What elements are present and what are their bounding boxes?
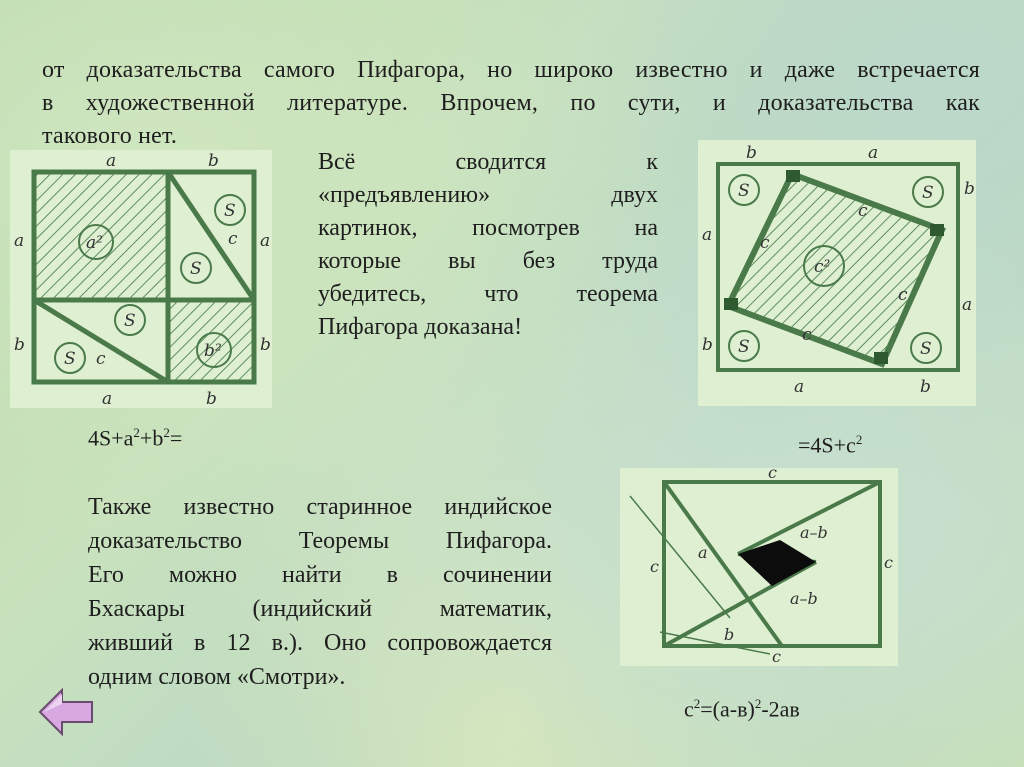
intro-text xyxy=(42,54,980,153)
center-text xyxy=(318,146,658,344)
indian-line: одним словом «Смотри». xyxy=(88,664,346,690)
intro-line: от доказательства самого Пифагора, но широко известно и даже встречается xyxy=(42,57,980,83)
label-b: b xyxy=(724,625,735,644)
label-a-squared: a² xyxy=(86,233,103,253)
label-c: c xyxy=(802,325,812,345)
label-b-right: b xyxy=(260,335,271,355)
label-s: S xyxy=(920,339,932,359)
label-a: a xyxy=(698,543,708,562)
diagram-square-c xyxy=(698,140,976,406)
label-b-left: b xyxy=(14,335,25,355)
label-s: S xyxy=(124,311,136,331)
intro-line: такового нет. xyxy=(42,123,178,149)
label-c-bottom: c xyxy=(772,647,781,666)
diagram-bhaskara xyxy=(620,468,898,666)
label-s: S xyxy=(64,349,76,369)
label-b-bottom: b xyxy=(920,377,931,397)
label-c: c xyxy=(96,349,106,369)
label-b-top: b xyxy=(746,143,757,163)
label-c-squared: c² xyxy=(814,257,831,277)
label-a-top: a xyxy=(868,143,879,163)
label-a-minus-b: a–b xyxy=(800,523,828,542)
label-a-left: a xyxy=(702,225,713,245)
label-a-right: a xyxy=(260,231,271,251)
diagram-squares-ab xyxy=(10,150,272,408)
back-arrow-icon[interactable] xyxy=(38,686,94,738)
label-s: S xyxy=(190,259,202,279)
indian-line: Бхаскары (индийский математик, xyxy=(88,596,552,622)
formula-left: $4S+a^2+b^2=$ xyxy=(88,425,183,451)
label-c: c xyxy=(760,233,770,253)
label-s: S xyxy=(738,181,750,201)
label-a-minus-b: a–b xyxy=(790,589,818,608)
label-a-right: a xyxy=(962,295,973,315)
center-line: Всё сводится к xyxy=(318,149,658,175)
center-line: Пифагора доказана! xyxy=(318,314,523,340)
label-a-bottom: a xyxy=(102,389,113,408)
label-c-left: c xyxy=(650,557,659,576)
label-c-right: c xyxy=(884,553,893,572)
label-b-squared: b² xyxy=(204,341,222,361)
indian-line: живший в 12 в.). Оно сопровождается xyxy=(88,630,552,656)
label-c: c xyxy=(898,285,908,305)
formula-right: $=4S+c^2$ xyxy=(798,432,863,458)
label-a-top: a xyxy=(106,151,117,171)
label-s: S xyxy=(738,337,750,357)
center-line: которые вы без труда xyxy=(318,248,658,274)
label-c: c xyxy=(228,229,238,249)
indian-proof-text xyxy=(88,490,552,694)
intro-line: в художественной литературе. Впрочем, по сути, и доказательства как xyxy=(42,90,980,116)
indian-line: Также известно старинное индийское xyxy=(88,494,552,520)
label-s: S xyxy=(922,183,934,203)
label-b-bottom: b xyxy=(206,389,217,408)
label-a-bottom: a xyxy=(794,377,805,397)
label-b-left: b xyxy=(702,335,713,355)
label-b-top: b xyxy=(208,151,219,171)
indian-line: доказательство Теоремы Пифагора. xyxy=(88,528,552,554)
center-line: «предъявлению» двух xyxy=(318,182,658,208)
label-b-right: b xyxy=(964,179,975,199)
indian-line: Его можно найти в сочинении xyxy=(88,562,552,588)
formula-bottom: $c^2=(a-в)^2-2aв$ xyxy=(684,696,800,722)
label-c-top: c xyxy=(768,468,777,482)
center-line: убедитесь, что теорема xyxy=(318,281,658,307)
label-a-left: a xyxy=(14,231,25,251)
label-s: S xyxy=(224,201,236,221)
center-line: картинок, посмотрев на xyxy=(318,215,658,241)
label-c: c xyxy=(858,201,868,221)
